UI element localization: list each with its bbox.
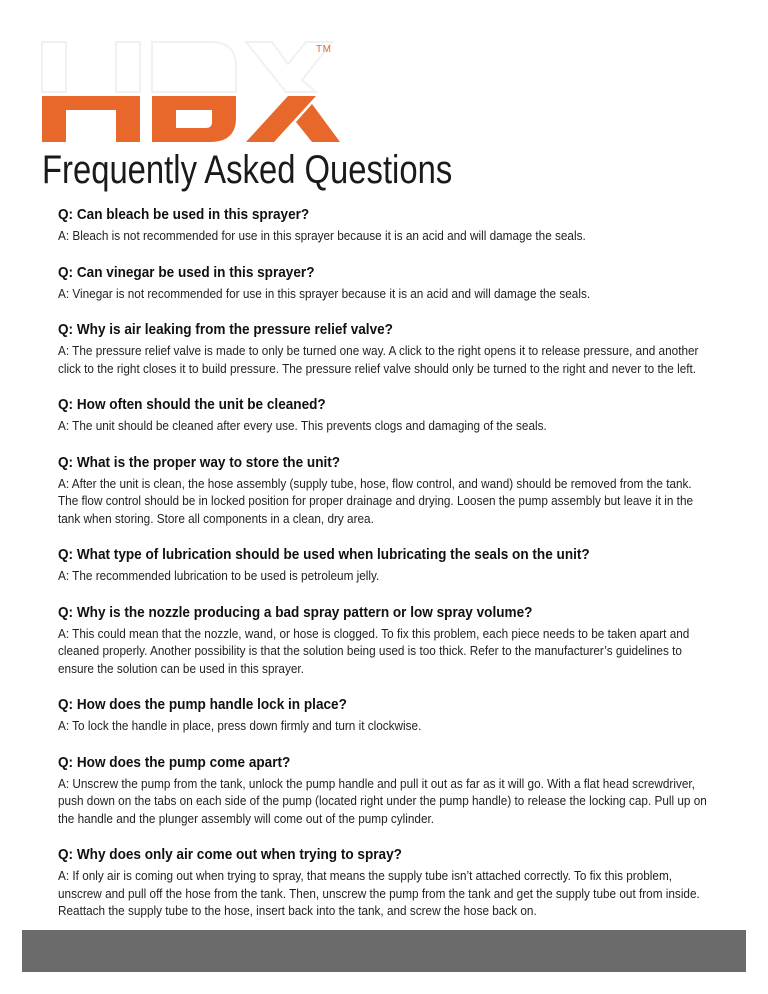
faq-question: Q: Can bleach be used in this sprayer? <box>58 206 310 223</box>
faq-question: Q: Can vinegar be used in this sprayer? <box>58 263 315 281</box>
faq-answer: A: The unit should be cleaned after every use. This prevents clogs and damaging of the seals. <box>58 418 547 433</box>
hdx-logo <box>40 40 340 150</box>
trademark-symbol: TM <box>316 44 332 55</box>
faq-item <box>58 206 710 245</box>
faq-item <box>58 396 710 435</box>
faq-item <box>58 846 710 920</box>
footer-bar <box>22 930 746 972</box>
faq-answer: A: Bleach is not recommended for use in this sprayer because it is an acid and will damage the seals. <box>58 228 586 243</box>
faq-question: Q: What is the proper way to store the unit? <box>58 453 341 471</box>
faq-question: Q: How does the pump come apart? <box>58 753 291 771</box>
faq-item <box>58 264 710 303</box>
faq-list <box>58 206 710 939</box>
faq-question: Q: Why is the nozzle producing a bad spray pattern or low spray volume? <box>58 603 533 621</box>
faq-answer: A: Vinegar is not recommended for use in this sprayer because it is an acid and will damage the seals. <box>58 285 591 301</box>
faq-item <box>58 696 710 735</box>
faq-answer: A: To lock the handle in place, press down firmly and turn it clockwise. <box>58 718 422 733</box>
faq-item <box>58 321 710 377</box>
faq-answer: A: Unscrew the pump from the tank, unlock the pump handle and pull it out as far as it will go. With a flat head screwdriver, push down on the tabs on each side of the pump (located right under the pump handle) to release the locking cap. Pull up on the handle and the plunger assembly will come out of the pump cylinder. <box>58 775 707 826</box>
faq-answer: A: This could mean that the nozzle, wand, or hose is clogged. To fix this problem, each piece needs to be taken apart and cleaned properly. Another possibility is that the solution being used is too thick. Refer to the manufacturer’s guidelines to ensure the solution can be used in this sprayer. <box>58 625 690 676</box>
faq-question: Q: Why does only air come out when trying to spray? <box>58 846 402 863</box>
faq-item <box>58 454 710 528</box>
faq-question: Q: How often should the unit be cleaned? <box>58 396 326 413</box>
faq-answer: A: The recommended lubrication to be used is petroleum jelly. <box>58 568 380 583</box>
faq-answer: A: The pressure relief valve is made to only be turned one way. A click to the right opens it to release pressure, and another click to the right closes it to build pressure. The pressure relief valve should only be turned to the right and never to the left. <box>58 343 699 376</box>
page-title: Frequently Asked Questions <box>42 148 453 192</box>
faq-item <box>58 546 710 585</box>
faq-answer: A: After the unit is clean, the hose assembly (supply tube, hose, flow control, and wand) should be removed from the tank. The flow control should be in locked position for proper drainage and drying. Loosen the pump assembly but leave it in the tank when storing. Store all components in a clean, dry area. <box>58 475 694 526</box>
hdx-logo-mark <box>40 40 340 150</box>
faq-question: Q: What type of lubrication should be used when lubricating the seals on the unit? <box>58 546 590 563</box>
faq-item <box>58 754 710 828</box>
faq-question: Q: How does the pump handle lock in place? <box>58 696 347 713</box>
faq-question: Q: Why is air leaking from the pressure relief valve? <box>58 321 393 338</box>
faq-answer: A: If only air is coming out when trying to spray, that means the supply tube isn’t attached correctly. To fix this problem, unscrew and pull off the hose from the tank. Then, unscrew the pump from the tank and get the supply tube out from inside. Reattach the supply tube to the hose, insert back into the tank, and screw the hose back on. <box>58 868 700 918</box>
faq-item <box>58 604 710 678</box>
